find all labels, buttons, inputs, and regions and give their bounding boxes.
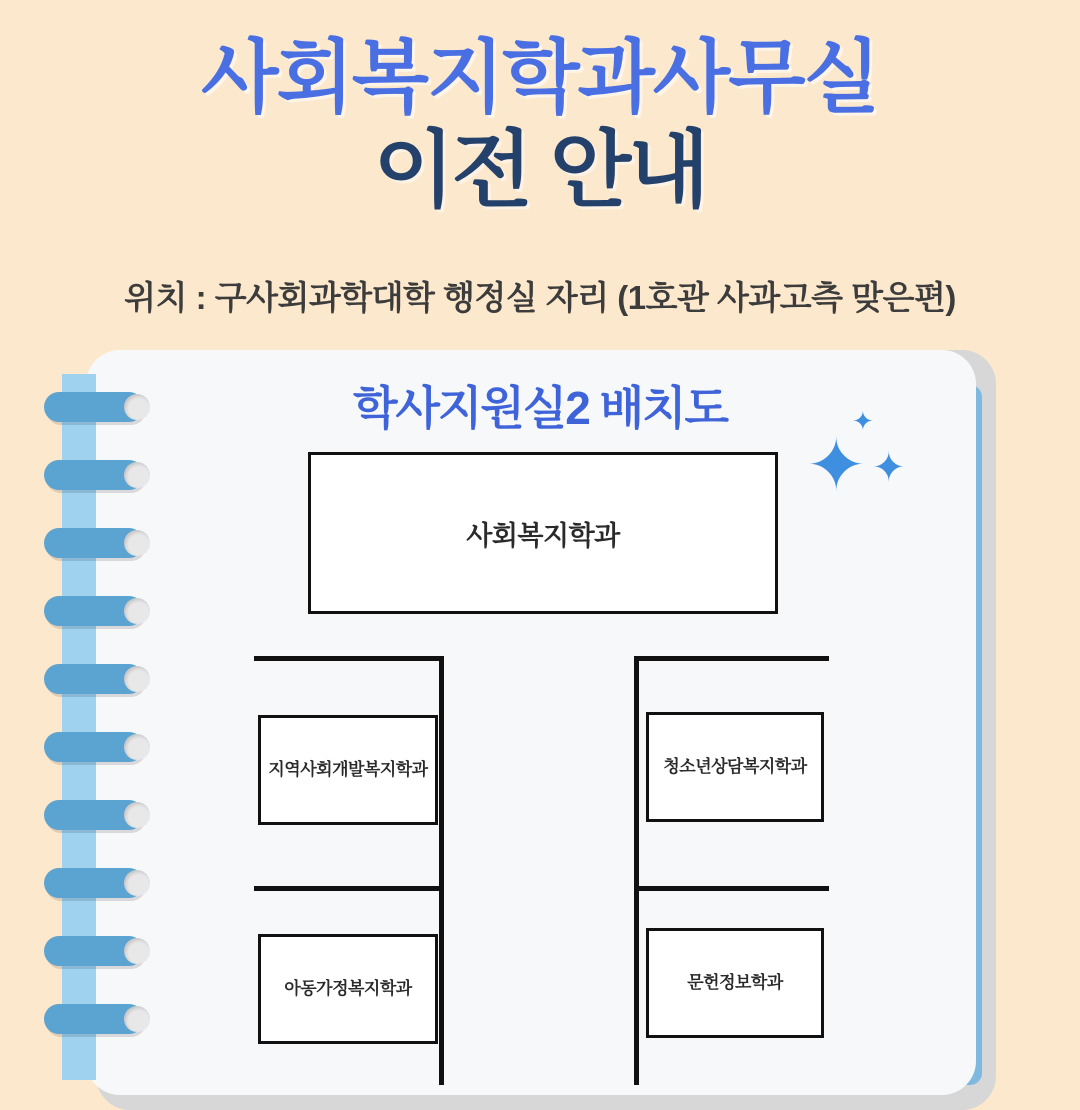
spiral-ring [44, 460, 144, 490]
room-left-top: 지역사회개발복지학과 [258, 715, 438, 825]
location-text: 위치 : 구사회과학대학 행정실 자리 (1호관 사과고측 맞은편) [124, 279, 956, 316]
spiral-ring [44, 936, 144, 966]
spiral-ring [44, 596, 144, 626]
wall-left-vertical [439, 656, 444, 1085]
room-main: 사회복지학과 [308, 452, 778, 614]
page-title-line2: 이전 안내 [373, 123, 707, 217]
wall-right-middle [634, 886, 829, 891]
spiral-ring [44, 800, 144, 830]
room-left-bottom: 아동가정복지학과 [258, 934, 438, 1044]
sparkle-small-icon: ✦ [872, 446, 906, 490]
spiral-ring [44, 1004, 144, 1034]
floorplan-diagram [246, 440, 836, 1085]
wall-right-vertical [634, 656, 639, 1085]
sparkle-tiny-icon: ✦ [852, 406, 874, 436]
room-right-top: 청소년상담복지학과 [646, 712, 824, 822]
spiral-ring [44, 528, 144, 558]
floorplan-title: 학사지원실2 배치도 [353, 382, 727, 434]
wall-right-top [634, 656, 829, 661]
spiral-ring [44, 664, 144, 694]
room-right-bottom: 문헌정보학과 [646, 928, 824, 1038]
page-title-line1: 사회복지학과사무실 [201, 33, 879, 122]
spiral-ring [44, 732, 144, 762]
spiral-ring [44, 392, 144, 422]
sparkle-icon: ✦ [806, 426, 867, 506]
wall-left-middle [254, 886, 444, 891]
wall-left-top [254, 656, 444, 661]
spiral-ring [44, 868, 144, 898]
